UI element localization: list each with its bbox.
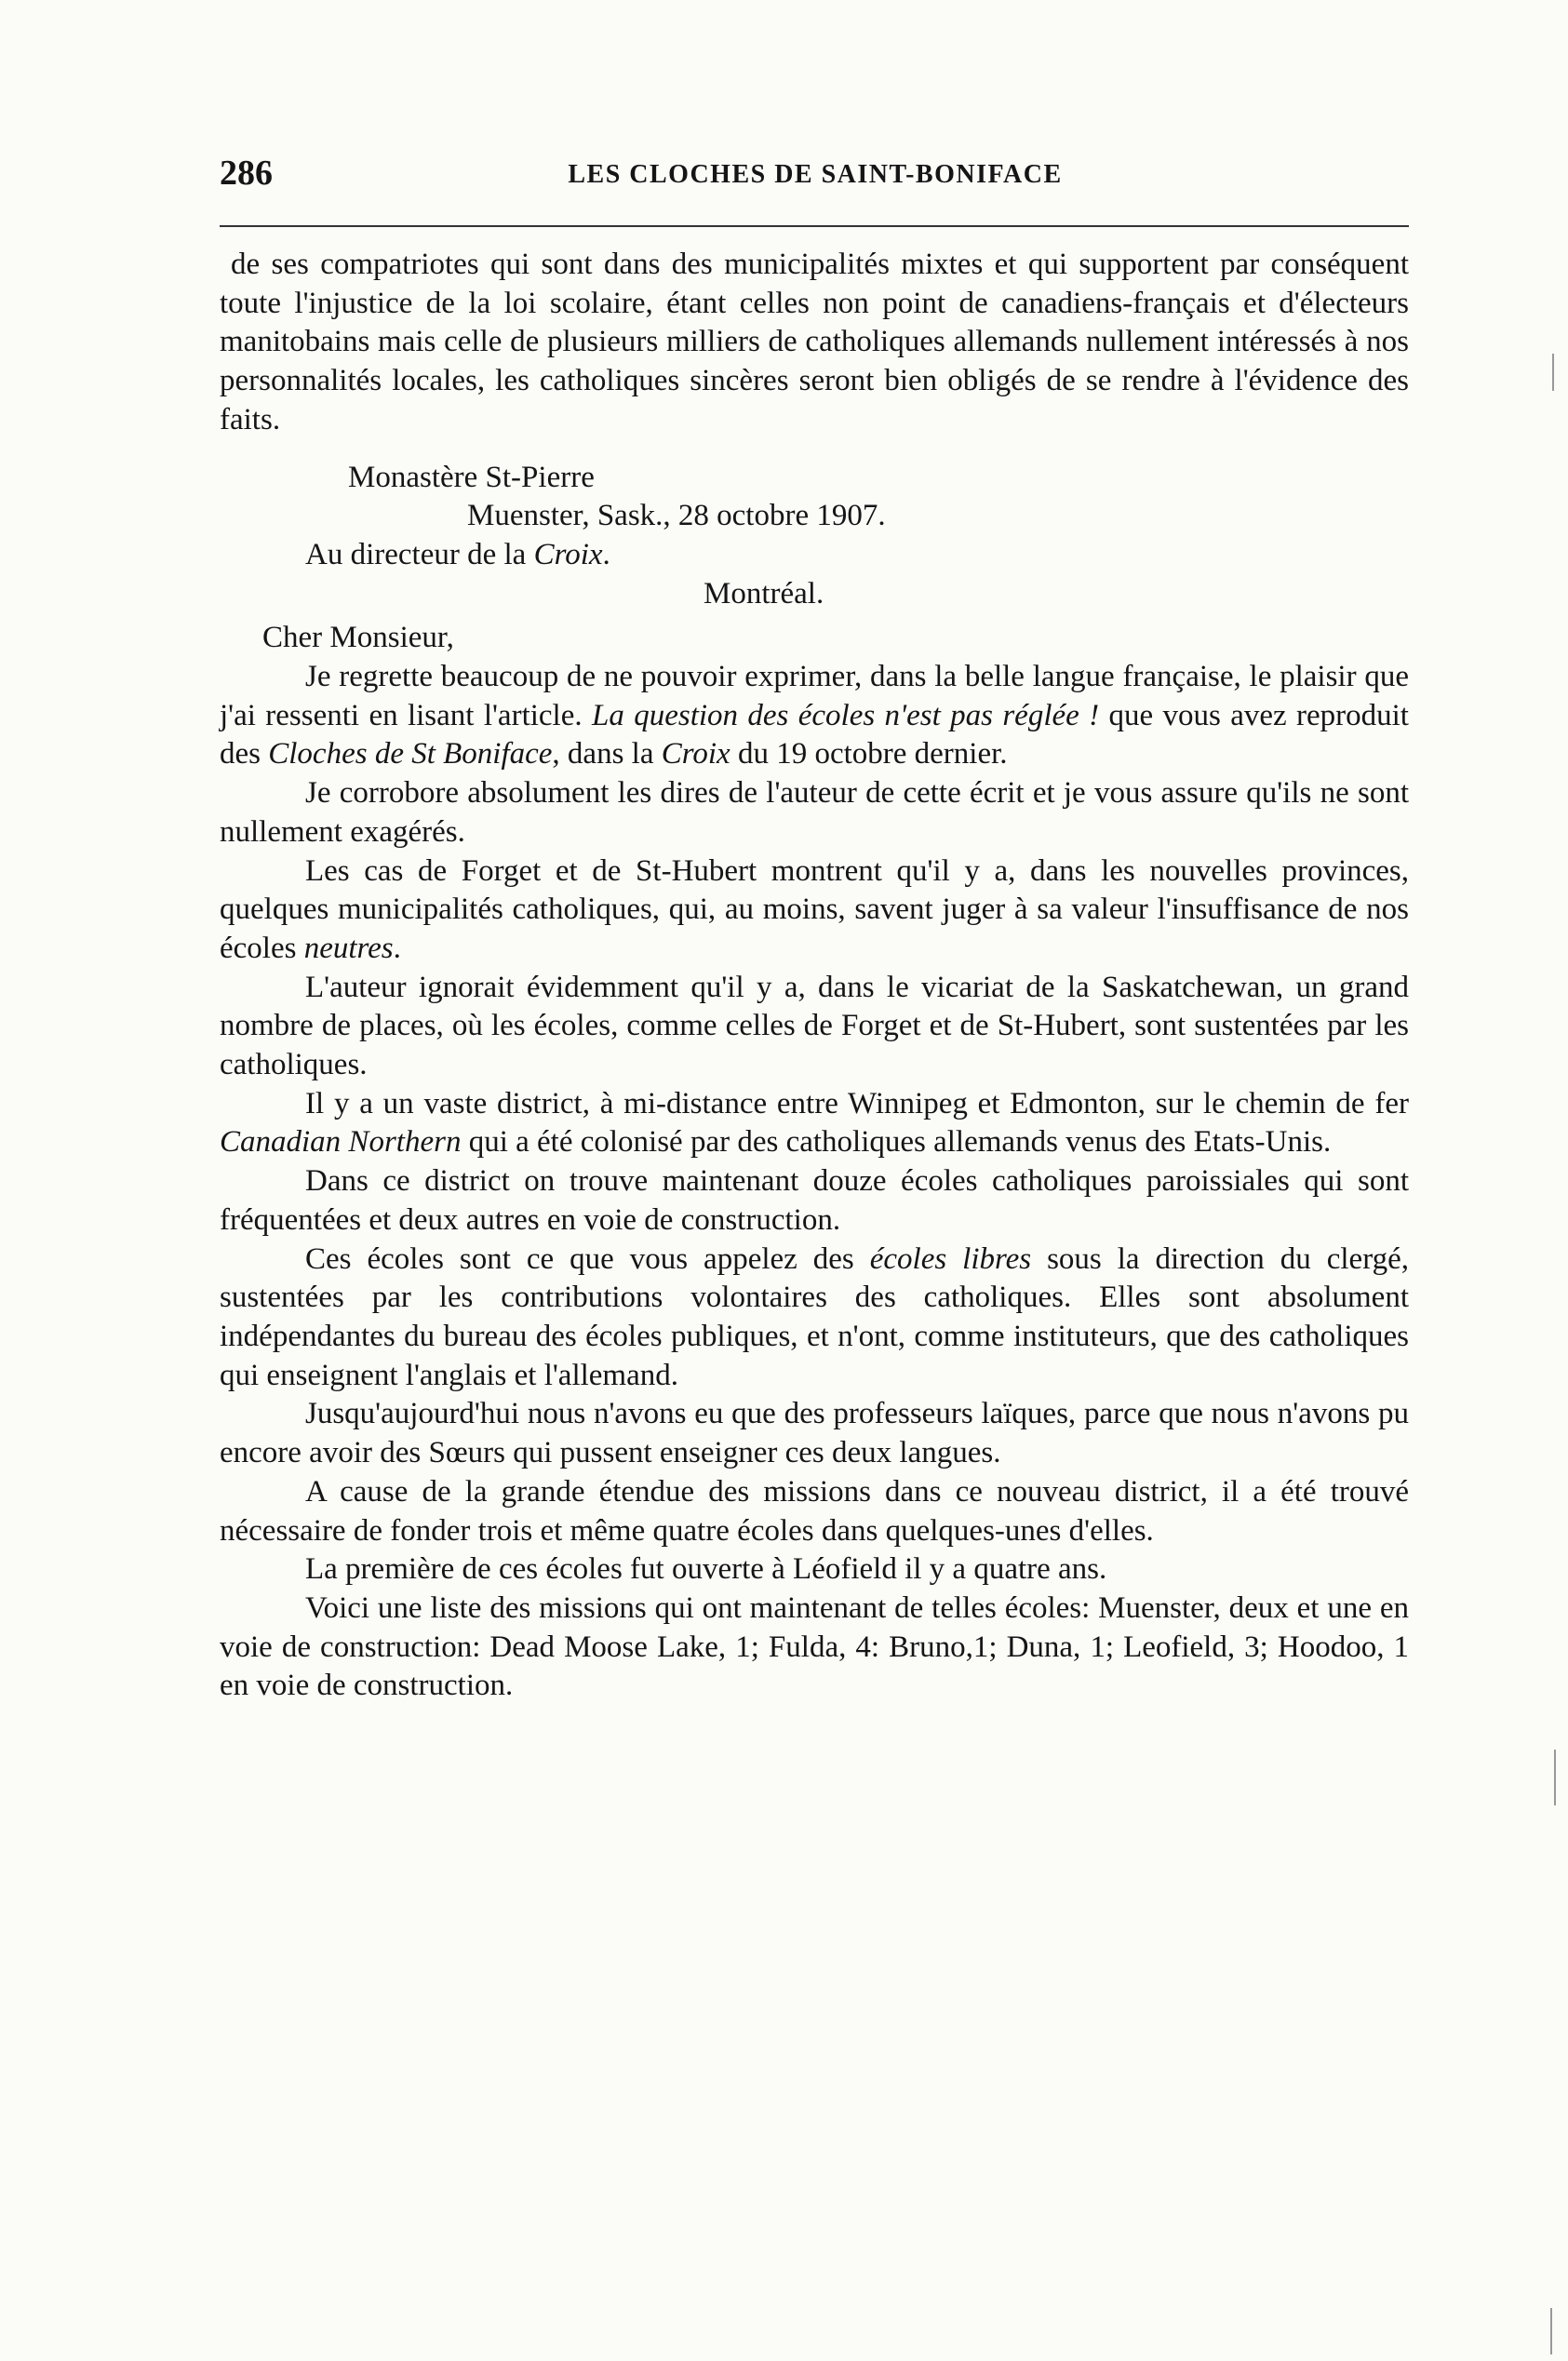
p5-text-a: Il y a un vaste district, à mi-distance entre Winnipeg et Edmonton, sur le chemin de fer (305, 1086, 1409, 1120)
p1-journal-croix: Croix (661, 737, 730, 771)
letter-paragraph-3 (220, 852, 1409, 969)
opening-paragraph: de ses compatriotes qui sont dans des municipalités mixtes et qui supportent par conséquent toute l'injustice de la loi scolaire, étant celles non point de canadiens-français et d'électeurs manitobains mais celle de plusieurs milliers de catholiques allemands nullement intéressés à nos personnalités locales, les catholiques sincères seront bien obligés de se rendre à l'évidence des faits. (220, 248, 1409, 436)
letter-paragraph-10: La première de ces écoles fut ouverte à Léofield il y a quatre ans. (305, 1552, 1107, 1587)
addressee-prefix: Au directeur de la (305, 537, 534, 571)
running-title: LES CLOCHES DE SAINT-BONIFACE (568, 160, 1063, 189)
p3-text-a: Les cas de Forget et de St-Hubert montrent qu'il y a, dans les nouvelles provinces, quelques municipalités catholiques, qui, au moins, savent juger à sa valeur l'insuffisance de nos écoles (220, 853, 1409, 965)
p1-text-e: , dans la (552, 737, 662, 771)
addressee-suffix: . (602, 537, 610, 571)
p3-text-c: . (393, 931, 401, 965)
letter-paragraph-2: Je corrobore absolument les dires de l'auteur de cette écrit et je vous assure qu'ils ne sont nullement exagérés. (220, 776, 1409, 849)
letter-paragraph-11: Voici une liste des missions qui ont maintenant de telles écoles: Muenster, deux et une en voie de construction: Dead Moose Lake, 1; Fulda, 4: Bruno,1; Duna, 1; Leofield, 3; Hoodoo, 1 en voie de construction. (220, 1590, 1409, 1703)
letter-addressee (220, 536, 1409, 575)
scan-edge-mark (1554, 1750, 1556, 1805)
page-header (220, 149, 1411, 205)
p1-journal-cloches: Cloches de St Boniface (268, 737, 553, 771)
letter-paragraph-7 (220, 1241, 1409, 1396)
body-text (220, 246, 1409, 1706)
p1-text-a: Je regrette beaucoup de ne pouvoir exprimer, dans la belle langue française, le plaisir que j'ai ressenti en lisant l'article. (220, 660, 1409, 732)
p7-text-c: sous la direction du clergé, sustentées par les contributions volontaires des catholiques. Elles sont absolument indépendantes du bureau des écoles publiques, et n'ont, comme instituteurs, que des catholiques qui enseignent l'anglais et l'allemand. (220, 1241, 1409, 1392)
letter-paragraph-4: L'auteur ignorait évidemment qu'il y a, dans le vicariat de la Saskatchewan, un grand nombre de places, où les écoles, comme celles de Forget et de St-Hubert, sont sustentées par les catholiques. (220, 970, 1409, 1082)
p1-article-title: La question des écoles n'est pas réglée ! (591, 698, 1100, 732)
p1-text-g: du 19 octobre dernier. (730, 737, 1008, 771)
p3-italic-neutres: neutres (303, 931, 394, 965)
p5-railway-name: Canadian Northern (220, 1125, 462, 1160)
letter-paragraph-6: Dans ce district on trouve maintenant douze écoles catholiques paroissiales qui sont fréquentées et deux autres en voie de construction. (220, 1164, 1409, 1237)
letter-date: Muenster, Sask., 28 octobre 1907. (467, 499, 886, 533)
letter-paragraph-1 (220, 658, 1409, 774)
p7-text-a: Ces écoles sont ce que vous appelez des (305, 1241, 870, 1276)
scan-edge-mark (1550, 2308, 1552, 2354)
letter-paragraph-9: A cause de la grande étendue des missions dans ce nouveau district, il a été trouvé nécessaire de fonder trois et même quatre écoles dans quelques-unes d'elles. (220, 1474, 1409, 1548)
letter-salutation: Cher Monsieur, (262, 621, 454, 655)
letter-paragraph-5 (220, 1085, 1409, 1162)
letter-place: Monastère St-Pierre (348, 460, 595, 494)
page-number: 286 (220, 154, 273, 193)
p7-italic-ecoles-libres: écoles libres (869, 1241, 1032, 1276)
p1-text-c: que vous avez reproduit des (220, 698, 1409, 771)
p5-text-c: qui a été colonisé par des catholiques allemands venus des Etats-Unis. (461, 1125, 1332, 1160)
letter-city: Montréal. (704, 576, 824, 610)
addressee-journal: Croix (533, 537, 603, 571)
header-rule (220, 225, 1409, 227)
scan-edge-mark (1552, 354, 1554, 391)
letter-paragraph-8: Jusqu'aujourd'hui nous n'avons eu que des professeurs laïques, parce que nous n'avons pu encore avoir des Sœurs qui pussent enseigner ces deux langues. (220, 1397, 1409, 1470)
